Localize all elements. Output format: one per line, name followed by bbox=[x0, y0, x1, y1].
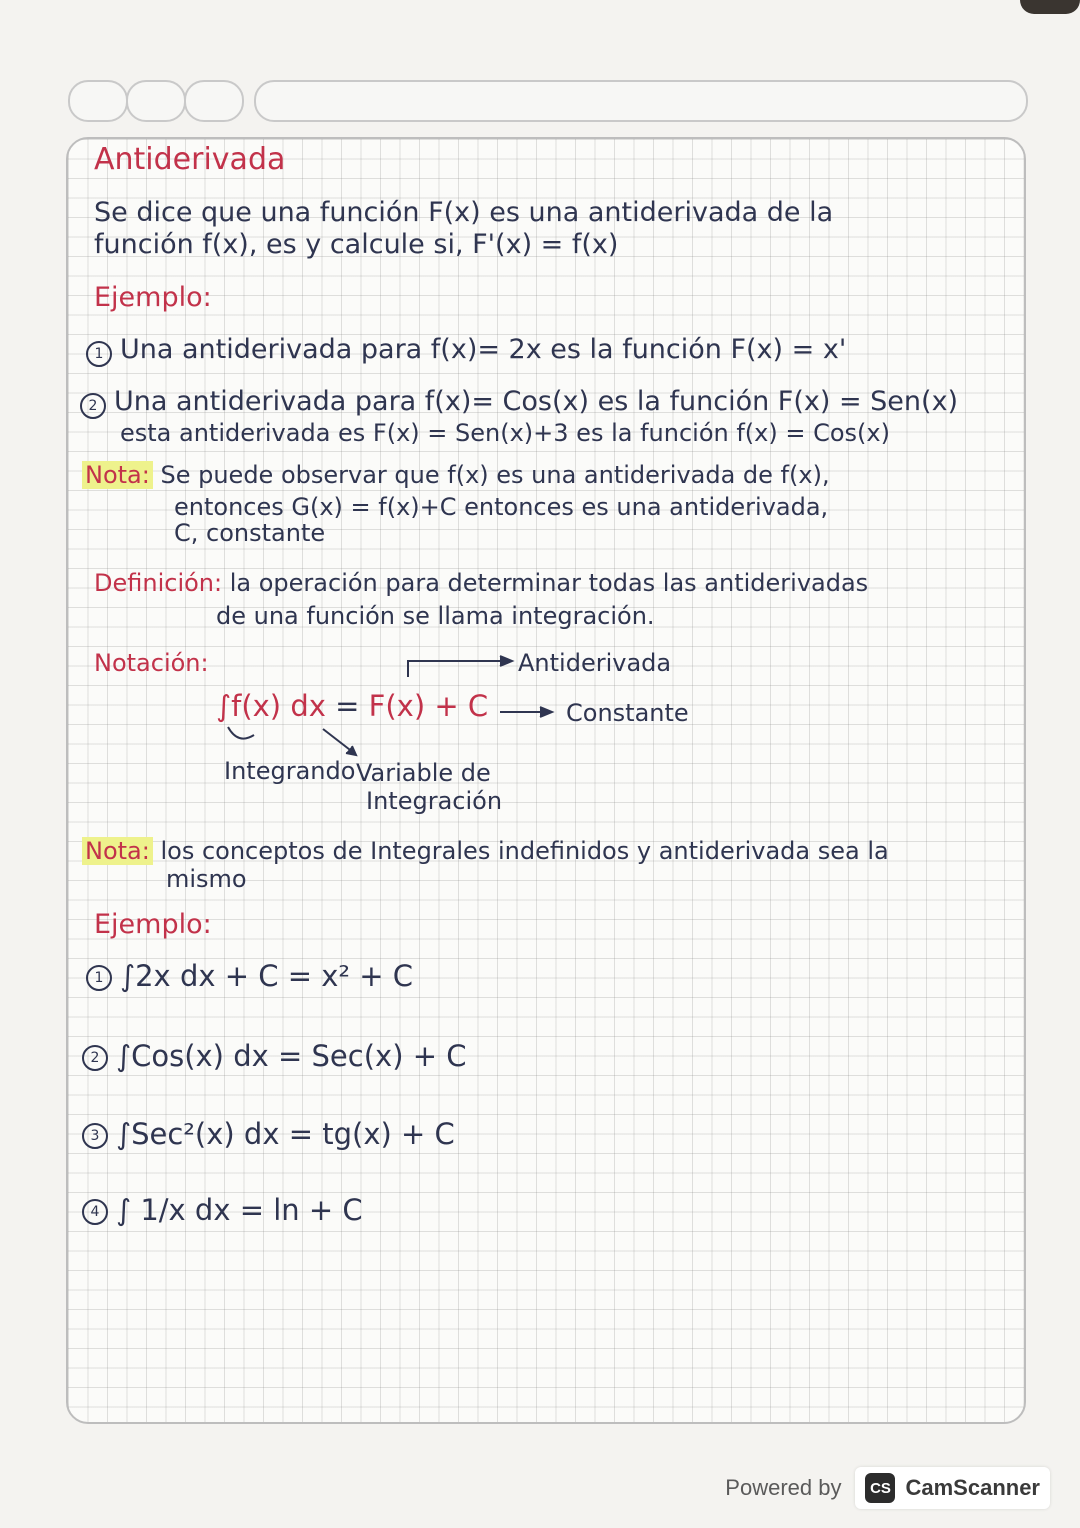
definicion-line-1: la operación para determinar todas las antiderivadas bbox=[229, 569, 869, 597]
powered-by-text: Powered by bbox=[725, 1475, 842, 1500]
top-decoration bbox=[68, 80, 1028, 120]
nota-1-label: Nota: bbox=[82, 461, 153, 489]
formula-result: F(x) + C bbox=[368, 689, 489, 723]
integral-2-number: 2 bbox=[82, 1045, 108, 1071]
oval-3 bbox=[184, 80, 244, 122]
nota-1-line-3: C, constante bbox=[174, 519, 326, 547]
integral-3-expr: ∫Sec²(x) dx = tg(x) + C bbox=[116, 1117, 455, 1151]
page-title: Antiderivada bbox=[94, 142, 286, 177]
integral-example-3 bbox=[82, 1117, 455, 1151]
integral-2-expr: ∫Cos(x) dx = Sec(x) + C bbox=[116, 1039, 467, 1073]
integral-1-number: 1 bbox=[86, 965, 112, 991]
oval-2 bbox=[126, 80, 186, 122]
integral-example-1 bbox=[86, 959, 413, 993]
integral-3-number: 3 bbox=[82, 1123, 108, 1149]
camscanner-icon: CS bbox=[865, 1473, 895, 1503]
formula-integrand: ∫f(x) dx bbox=[216, 689, 326, 723]
definicion-line-2: de una función se llama integración. bbox=[216, 602, 655, 630]
example-1-text: Una antiderivada para f(x)= 2x es la función F(x) = x' bbox=[120, 334, 847, 365]
example-2-line-2: esta antiderivada es F(x) = Sen(x)+3 es la función f(x) = Cos(x) bbox=[120, 419, 890, 447]
example-heading: Ejemplo: bbox=[94, 282, 212, 313]
camscanner-badge bbox=[855, 1467, 1050, 1509]
example-2-heading: Ejemplo: bbox=[94, 909, 212, 940]
variable-label-2: Integración bbox=[366, 787, 503, 815]
camscanner-watermark bbox=[725, 1464, 1050, 1512]
variable-label-1: Variable de bbox=[356, 759, 491, 787]
integral-4-expr: ∫ 1/x dx = ln + C bbox=[116, 1193, 363, 1227]
intro-line-1: Se dice que una función F(x) es una antiderivada de la bbox=[94, 197, 834, 228]
integral-example-2 bbox=[82, 1039, 467, 1073]
notacion-label: Notación: bbox=[94, 649, 209, 677]
integral-1-expr: ∫2x dx + C = x² + C bbox=[120, 959, 414, 993]
nota-2-label: Nota: bbox=[82, 837, 153, 865]
definicion-label: Definición: bbox=[94, 569, 223, 597]
integrando-label: Integrando bbox=[224, 757, 356, 785]
example-1-number: 1 bbox=[86, 341, 112, 367]
oval-1 bbox=[68, 80, 128, 122]
example-2-number: 2 bbox=[80, 393, 106, 419]
constante-label: Constante bbox=[566, 699, 689, 727]
notacion-formula bbox=[216, 689, 488, 723]
corner-blob bbox=[1020, 0, 1080, 14]
example-2-text: Una antiderivada para f(x)= Cos(x) es la función F(x) = Sen(x) bbox=[114, 386, 959, 417]
formula-equals: = bbox=[335, 689, 360, 723]
integral-example-4 bbox=[82, 1193, 363, 1227]
integral-4-number: 4 bbox=[82, 1199, 108, 1225]
nota-2-line-1: los conceptos de Integrales indefinidos y antiderivada sea la bbox=[160, 837, 889, 865]
nota-2 bbox=[82, 837, 889, 865]
nota-1-line-1: Se puede observar que f(x) es una antiderivada de f(x), bbox=[160, 461, 830, 489]
intro-line-2: función f(x), es y calcule si, F'(x) = f(x) bbox=[94, 229, 619, 260]
notacion-arrows bbox=[68, 139, 1024, 839]
nota-2-line-2: mismo bbox=[166, 865, 247, 893]
antiderivada-label: Antiderivada bbox=[518, 649, 672, 677]
nota-1-line-2: entonces G(x) = f(x)+C entonces es una antiderivada, bbox=[174, 493, 829, 521]
notebook-page bbox=[66, 137, 1026, 1424]
oval-4 bbox=[254, 80, 1028, 122]
camscanner-brand: CamScanner bbox=[905, 1475, 1040, 1500]
